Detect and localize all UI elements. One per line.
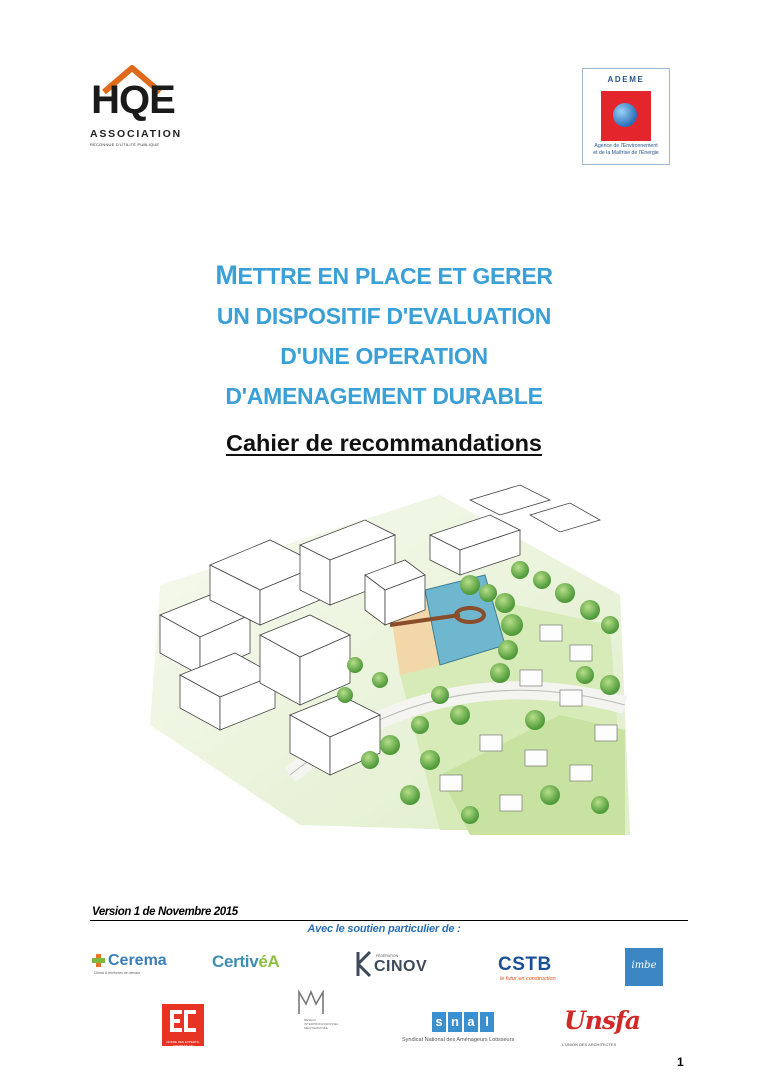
- title-drop-cap: M: [215, 260, 238, 290]
- snal-letter: s: [432, 1012, 446, 1032]
- support-label: Avec le soutien particulier de :: [307, 923, 461, 935]
- certivea-logo: [212, 952, 290, 976]
- ademe-logo: [582, 68, 670, 165]
- hqe-logo-subline: RECONNUE D'UTILITÉ PUBLIQUE: [90, 142, 160, 147]
- mm-tagline: RÉSEAU INTERPROFESSIONNEL MEDITERRANÉE: [304, 1018, 339, 1030]
- title-line-1-rest: ETTRE EN PLACE ET GERER: [237, 263, 553, 289]
- snal-tagline: Syndicat National des Aménageurs Lotisseurs: [402, 1037, 515, 1043]
- cerema-mark-icon: [92, 954, 105, 967]
- version-label: Version 1 de Novembre 2015: [92, 906, 238, 918]
- title-line-4: D'AMENAGEMENT DURABLE: [225, 383, 543, 409]
- document-subtitle: Cahier de recommandations: [225, 430, 543, 456]
- cerema-word: Cerema: [108, 952, 167, 969]
- mm-mark-icon: [296, 990, 326, 1016]
- title-line-3: D'UNE OPERATION: [280, 343, 488, 369]
- snal-logo: [402, 1012, 522, 1050]
- cerema-tagline: Climat & territoires de demain: [94, 971, 141, 975]
- certivea-word-b: éA: [258, 952, 280, 971]
- ademe-red-square: [601, 91, 651, 141]
- ademe-logo-description: [585, 143, 667, 157]
- globe-icon: [613, 103, 637, 127]
- snal-letters: [432, 1012, 494, 1032]
- ademe-desc-line1: Agence de l'Environnement: [594, 143, 658, 149]
- title-line-1: [0, 255, 768, 296]
- cinov-logo: [352, 950, 428, 980]
- snal-letter: l: [480, 1012, 494, 1032]
- footer-divider: [90, 920, 688, 921]
- cstb-tagline: le futur en construction: [500, 976, 556, 982]
- unsfa-word: Unsfa: [564, 1006, 641, 1035]
- certivea-word-a: Certiv: [212, 952, 259, 971]
- unsfa-tagline: L'UNION DES ARCHITECTES: [562, 1042, 617, 1047]
- interprofessional-network-logo: [296, 990, 339, 1052]
- hqe-logo-word: HQE: [91, 78, 175, 122]
- oec-tagline: ORDRE DES EXPERTS-COMPTABLES: [166, 1040, 200, 1048]
- oec-mark-icon: [162, 1004, 204, 1038]
- page-number: 1: [677, 1055, 684, 1069]
- snal-letter: a: [464, 1012, 478, 1032]
- imbe-logo: [625, 948, 663, 986]
- urban-development-illustration: [140, 475, 630, 840]
- cerema-logo: [92, 952, 174, 976]
- cinov-word: CINOV: [374, 958, 428, 975]
- snal-letter: n: [448, 1012, 462, 1032]
- ademe-desc-line2: et de la Maîtrise de l'Energie: [593, 150, 659, 156]
- cstb-word: CSTB: [498, 954, 552, 975]
- hqe-logo-association: ASSOCIATION: [90, 128, 182, 140]
- cstb-logo: [498, 954, 566, 984]
- document-title: [0, 255, 768, 416]
- imbe-word: imbe: [631, 960, 657, 971]
- unsfa-logo: [562, 1006, 641, 1058]
- cinov-k-icon: [352, 950, 374, 978]
- ademe-logo-name: ADEME: [607, 75, 645, 84]
- hqe-association-logo: [88, 62, 182, 160]
- cinov-federation: FÉDÉRATION: [376, 954, 399, 958]
- oec-logo: [162, 1004, 204, 1046]
- title-line-2: UN DISPOSITIF D'EVALUATION: [216, 303, 552, 329]
